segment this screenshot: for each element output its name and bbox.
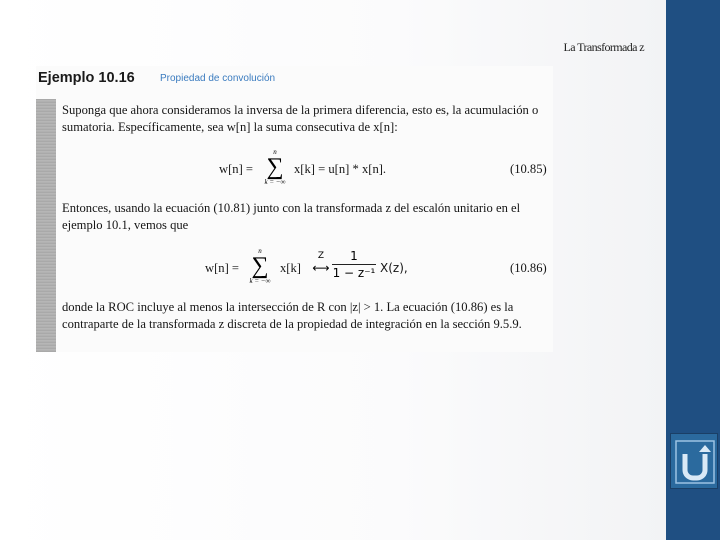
eq2-fraction [332, 249, 376, 280]
arrow-label: Z [317, 251, 325, 261]
eq2-number: (10.86) [510, 261, 547, 275]
sigma-icon: ∑ [266, 154, 284, 180]
double-arrow-icon: ⟷ [312, 261, 330, 275]
scan-margin-stripe [36, 99, 56, 352]
slide-title: La Transformada z [563, 40, 644, 54]
paragraph-1: Suponga que ahora consideramos la inversa de la primera diferencia, esto es, la acumulación o sumatoria. Específicamente, sea w[n] la suma consecutiva de x[n]: [62, 103, 539, 134]
paragraph-3: donde la ROC incluye al menos la intersección de R con |z| > 1. La ecuación (10.86) es la contraparte de la transformada z discreta de la propiedad de integración en la sección 9.5.9. [62, 300, 522, 331]
example-subtitle: Propiedad de convolución [160, 73, 276, 84]
eq1-sum [260, 148, 290, 186]
eq1-sum-lower: k = −∞ [264, 178, 286, 186]
fraction-denominator: 1 − z⁻¹ [332, 266, 376, 280]
return-button[interactable] [670, 433, 718, 489]
fraction-numerator: 1 [350, 249, 358, 263]
eq2-rhs: X(z), [380, 261, 408, 275]
textbook-scan [36, 66, 553, 352]
eq2-sum-lower: k = −∞ [249, 277, 271, 285]
z-transform-arrow [310, 250, 332, 274]
sigma-icon: ∑ [251, 253, 269, 279]
eq2-lhs: w[n] = [205, 261, 240, 275]
eq2-sum [244, 247, 276, 285]
paragraph-2: Entonces, usando la ecuación (10.81) junto con la transformada z del escalón unitario en el ejemplo 10.1, vemos que [62, 201, 521, 232]
eq2-term: x[k] [280, 261, 301, 275]
eq1-sum-upper: n [273, 148, 277, 156]
eq1-number: (10.85) [510, 162, 547, 176]
example-heading: Ejemplo 10.16 [38, 70, 135, 86]
fraction-bar [332, 264, 376, 265]
eq2-sum-upper: n [258, 247, 262, 255]
eq1-rhs: x[k] = u[n] * x[n]. [294, 162, 387, 176]
eq1-lhs: w[n] = [219, 162, 254, 176]
return-arrow-icon [675, 440, 715, 484]
